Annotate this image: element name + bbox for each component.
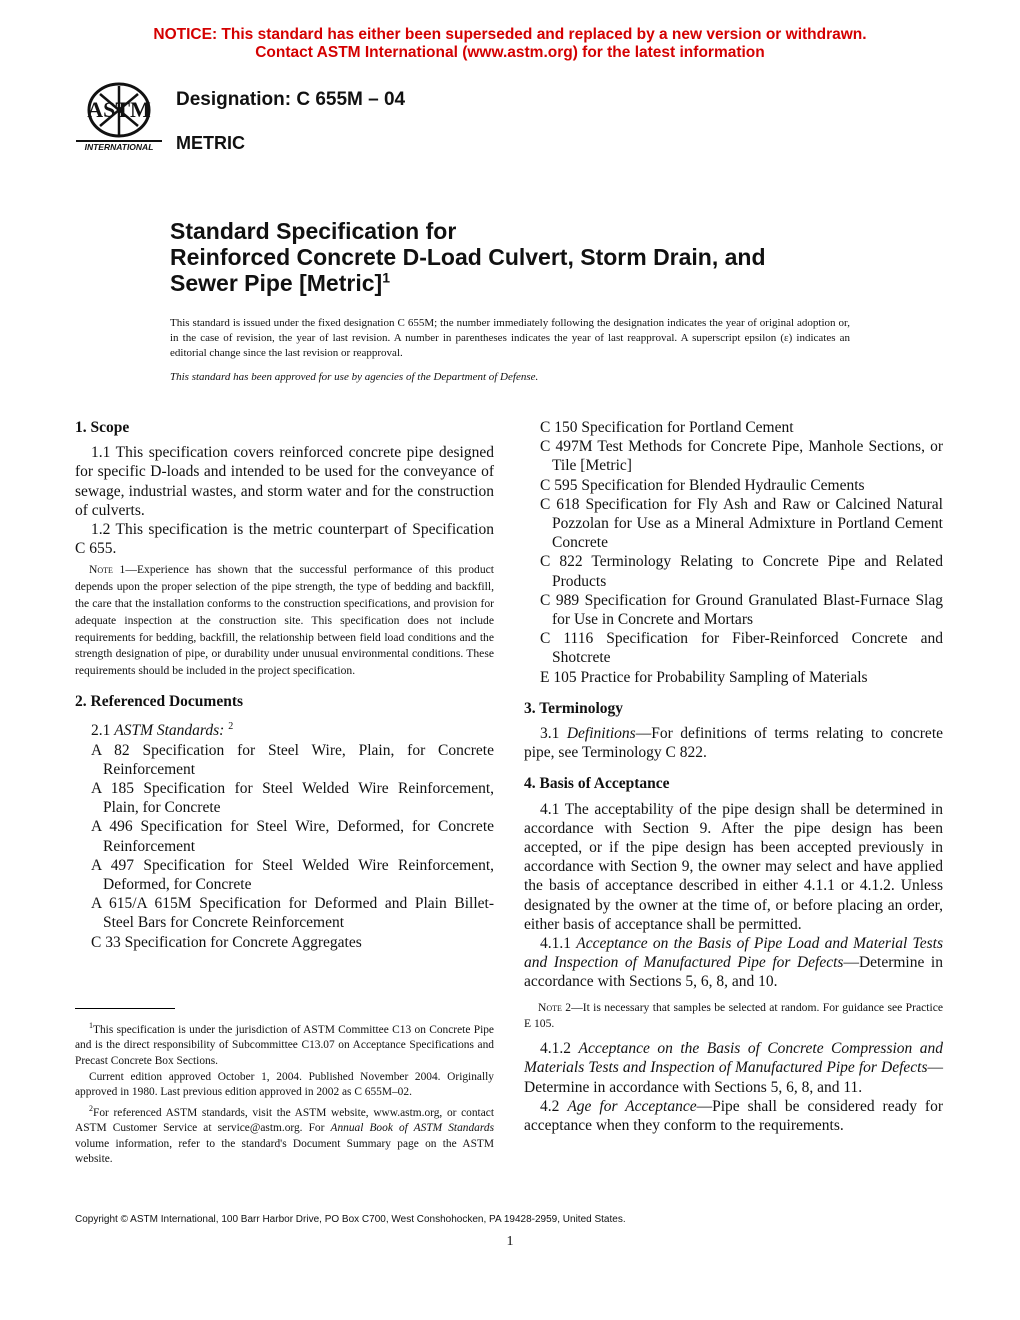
ref-item: A 185 Specification for Steel Welded Wire Reinforcement, Plain, for Concrete bbox=[91, 779, 494, 817]
ref-item: C 618 Specification for Fly Ash and Raw or Calcined Natural Pozzolan for Use as a Mineral Admixture in Portland Cement Concrete bbox=[540, 495, 943, 552]
document-title bbox=[170, 218, 890, 296]
ref-item: C 1116 Specification for Fiber-Reinforced Concrete and Shotcrete bbox=[540, 630, 943, 667]
footnote-1-text: This specification is under the jurisdiction of ASTM Committee C13 on Concrete Pipe and is the direct responsibility of Subcommittee C13.07 on Acceptance Specifications and Precast Concrete Box Sections. bbox=[75, 1023, 494, 1067]
section-heading-scope: 1. Scope bbox=[75, 419, 130, 436]
astm-logo bbox=[74, 80, 164, 152]
footnote-1-num: 1 bbox=[89, 1021, 93, 1030]
ref-item: C 497M Test Methods for Concrete Pipe, Manhole Sections, or Tile [Metric] bbox=[540, 438, 943, 475]
astm-logo-icon bbox=[74, 80, 164, 152]
title-footnote-ref: 1 bbox=[382, 269, 390, 286]
section-heading-terminology: 3. Terminology bbox=[524, 699, 624, 717]
paragraph-4-1-1-text: —Determine in accordance with Sections 5, 6, 8, and 10. bbox=[524, 954, 943, 991]
copyright-line: Copyright © ASTM International, 100 Barr Harbor Drive, PO Box C700, West Conshohocken, PA 19428-2959, United States. bbox=[75, 1214, 626, 1225]
note-2-label: Note 2 bbox=[538, 1000, 572, 1014]
note-2-text: —It is necessary that samples be selected at random. For guidance see Practice E 105. bbox=[524, 1000, 943, 1031]
paragraph-4-2-text: —Pipe shall be considered ready for acceptance when they conform to the requirements. bbox=[524, 1097, 944, 1135]
paragraph-4-2 bbox=[524, 1097, 943, 1135]
right-column bbox=[524, 418, 943, 1135]
paragraph-2-1-num: 2.1 bbox=[91, 722, 111, 740]
metric-label: METRIC bbox=[176, 133, 245, 153]
paragraph-4-1: 4.1 The acceptability of the pipe design shall be determined in accordance with Section 9. After the pipe design has been accepted, or if the pipe design has been accepted previously in accordance with Section 9, the owner may select and have applied the basis of acceptance described in either 4.1.1 or 4.1.2. Unless designated by the owner at the time of, or before placing an order, either basis of acceptance shall be permitted. bbox=[524, 800, 943, 933]
ref-item: E 105 Practice for Probability Sampling of Materials bbox=[540, 668, 868, 686]
footnote-2-italic: Annual Book of ASTM Standards bbox=[330, 1122, 494, 1135]
notice-line-1: NOTICE: This standard has either been superseded and replaced by a new version or withdrawn. bbox=[153, 26, 867, 43]
paragraph-1-1: 1.1 This specification covers reinforced concrete pipe designed for specific D-loads and intended to be used for the conveyance of sewage, industrial wastes, and storm water and for the construction of culverts. bbox=[75, 444, 494, 519]
title-line-2: Reinforced Concrete D-Load Culvert, Storm Drain, and bbox=[170, 244, 766, 270]
note-2 bbox=[524, 1000, 943, 1034]
paragraph-3-1-text: —For definitions of terms relating to concrete pipe, see Terminology C 822. bbox=[524, 725, 943, 762]
ref-item: C 822 Terminology Relating to Concrete Pipe and Related Products bbox=[540, 553, 943, 590]
ref-item: A 497 Specification for Steel Welded Wire Reinforcement, Deformed, for Concrete bbox=[91, 856, 494, 893]
paragraph-3-1-num: 3.1 bbox=[540, 725, 560, 743]
dod-statement: This standard has been approved for use by agencies of the Department of Defense. bbox=[170, 371, 539, 383]
footnote-2-text-a: For referenced ASTM standards, visit the ASTM website, www.astm.org, or contact ASTM Customer Service at service@astm.org. For bbox=[75, 1106, 494, 1135]
note-1-label: Note 1 bbox=[89, 563, 126, 577]
paragraph-4-2-term: Age for Acceptance bbox=[567, 1097, 697, 1115]
ref-item: A 615/A 615M Specification for Deformed and Plain Billet-Steel Bars for Concrete Reinforcement bbox=[91, 895, 494, 932]
title-line-3-text: Sewer Pipe [Metric] bbox=[170, 270, 383, 296]
logo-text: ASTM bbox=[87, 97, 151, 122]
paragraph-4-1-2-text: —Determine in accordance with Sections 5, 6, 8, and 11. bbox=[524, 1059, 943, 1096]
paragraph-4-1-2-term: Acceptance on the Basis of Concrete Compression and Materials Tests and Inspection of Manufactured Pipe for Defects bbox=[524, 1040, 944, 1077]
section-heading-basis-of-acceptance: 4. Basis of Acceptance bbox=[524, 775, 670, 793]
note-1 bbox=[75, 562, 494, 680]
paragraph-2-1-label: ASTM Standards: bbox=[114, 722, 225, 740]
ref-item: C 150 Specification for Portland Cement bbox=[540, 419, 794, 436]
ref-item: C 33 Specification for Concrete Aggregates bbox=[91, 933, 362, 951]
paragraph-4-2-num: 4.2 bbox=[540, 1097, 560, 1115]
footnote-divider bbox=[75, 1008, 175, 1009]
ref-item: A 82 Specification for Steel Wire, Plain, for Concrete Reinforcement bbox=[91, 741, 494, 778]
paragraph-3-1-term: Definitions bbox=[566, 725, 636, 743]
paragraph-4-1-1 bbox=[524, 934, 943, 992]
logo-subtext: INTERNATIONAL bbox=[84, 142, 154, 152]
page-number: 1 bbox=[506, 1234, 514, 1249]
ref-item: C 989 Specification for Ground Granulated Blast-Furnace Slag for Use in Concrete and Mortars bbox=[540, 591, 943, 629]
paragraph-4-1-2 bbox=[524, 1039, 943, 1097]
paragraph-3-1 bbox=[524, 724, 943, 762]
paragraph-1-2: 1.2 This specification is the metric counterpart of Specification C 655. bbox=[75, 521, 494, 558]
footnote-2-text-b: volume information, refer to the standard's Document Summary page on the ASTM website. bbox=[75, 1137, 494, 1166]
left-column bbox=[75, 418, 494, 952]
footnote-1-approved: Current edition approved October 1, 2004. Published November 2004. Originally approved in 1980. Last previous edition approved in 2002 as C 655M–02. bbox=[75, 1070, 494, 1099]
ref-item: C 595 Specification for Blended Hydraulic Cements bbox=[540, 476, 865, 494]
notice-line-2: Contact ASTM International (www.astm.org) for the latest information bbox=[255, 44, 765, 61]
footnote-2 bbox=[75, 1101, 494, 1168]
paragraph-2-1 bbox=[75, 717, 494, 740]
designation: Designation: C 655M – 04 bbox=[176, 89, 406, 110]
withdrawn-notice bbox=[0, 26, 1020, 62]
paragraph-2-1-sup: 2 bbox=[228, 721, 234, 733]
section-heading-referenced-documents: 2. Referenced Documents bbox=[75, 693, 244, 710]
footnote-1 bbox=[75, 1018, 494, 1070]
paragraph-4-1-1-term: Acceptance on the Basis of Pipe Load and Material Tests and Inspection of Manufactured Pipe for Defects bbox=[524, 935, 944, 972]
paragraph-4-1-2-num: 4.1.2 bbox=[540, 1040, 571, 1058]
footnotes bbox=[75, 1018, 494, 1168]
note-1-text: —Experience has shown that the successful performance of this product depends upon the proper selection of the pipe strength, the type of bedding and backfill, the care that the installation conforms to the construction specifications, and provision for adequate inspection at the construction site. This specification does not include requirements for bedding, backfill, the relationship between field load conditions and the strength designation of pipe, or durability under unusual environmental conditions. These requirements should be included in the project specification. bbox=[75, 563, 494, 678]
issued-statement: This standard is issued under the fixed designation C 655M; the number immediately following the designation indicates the year of original adoption or, in the case of revision, the year of last revision. A number in parentheses indicates the year of last reapproval. A superscript epsilon (ε) indicates an editorial change since the last revision or reapproval. bbox=[170, 317, 850, 359]
footnote-2-num: 2 bbox=[89, 1103, 93, 1113]
title-line-1: Standard Specification for bbox=[170, 218, 457, 244]
ref-item: A 496 Specification for Steel Wire, Deformed, for Concrete Reinforcement bbox=[91, 818, 494, 855]
paragraph-4-1-1-num: 4.1.1 bbox=[540, 935, 571, 953]
title-line-3 bbox=[170, 270, 890, 296]
